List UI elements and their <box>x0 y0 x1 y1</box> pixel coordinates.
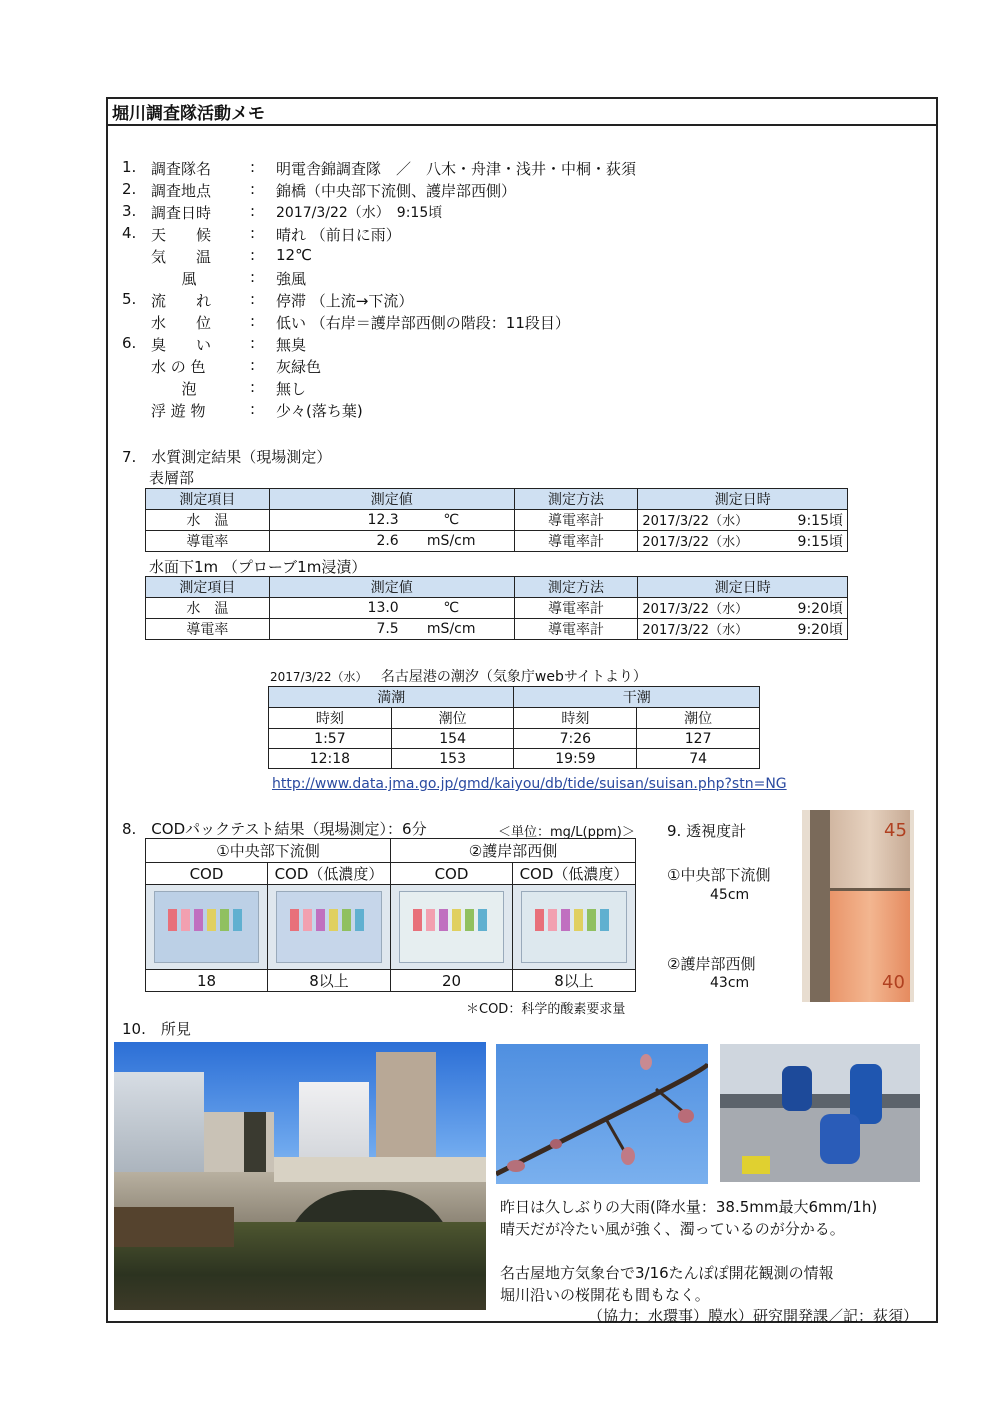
color-strip <box>548 909 557 931</box>
transparency-value2: 43cm <box>710 975 750 991</box>
color-strip <box>220 909 229 931</box>
cell-date: 2017/3/22（水） 9:20頃 <box>638 598 848 619</box>
branch-drawing <box>496 1044 708 1184</box>
color-strip <box>181 909 190 931</box>
cell-value: 7.5 mS/cm <box>269 619 514 640</box>
color-strip <box>426 909 435 931</box>
cell-method: 導電率計 <box>514 598 638 619</box>
item-label: 水 位 <box>151 314 212 332</box>
section7-heading: 7. 水質測定結果（現場測定） <box>122 448 332 466</box>
cell-method: 導電率計 <box>514 531 638 552</box>
bridge-photo <box>114 1042 486 1310</box>
tube-mark-40: 40 <box>882 972 905 993</box>
tide-source-link[interactable]: http://www.data.jma.go.jp/gmd/kaiyou/db/tide/suisan/suisan.php?stn=NG <box>272 776 787 792</box>
cod-footnote: ＊COD：科学的酸素要求量 <box>466 1002 626 1017</box>
finding-line-1: 昨日は久しぶりの大雨(降水量：38.5mm最大6mm/1h) <box>500 1198 878 1216</box>
tide-col-level: 潮位 <box>391 708 514 729</box>
cell-value: 12.3 ℃ <box>269 510 514 531</box>
item-value: 無し <box>276 380 307 398</box>
tide-col-level: 潮位 <box>637 708 760 729</box>
cod-value: 18 <box>146 970 268 992</box>
transparency-tube-photo <box>802 810 914 1002</box>
table-row: 12:18 153 19:59 74 <box>269 749 760 769</box>
cell-item: 導電率 <box>146 619 270 640</box>
table-row <box>146 531 848 552</box>
item-label: 浮 遊 物 <box>151 402 206 420</box>
item-label: 気 温 <box>151 248 212 266</box>
item-number: 3. <box>122 202 137 220</box>
header-method: 測定方法 <box>514 489 638 510</box>
tube-mark-45: 45 <box>884 820 907 841</box>
transparency-value1: 45cm <box>710 887 750 903</box>
color-strip <box>439 909 448 931</box>
item-label: 泡 <box>181 380 197 398</box>
item-separator: : <box>250 312 256 330</box>
surface-label: 表層部 <box>149 469 195 487</box>
color-strip <box>587 909 596 931</box>
color-strip <box>233 909 242 931</box>
header-value: 測定値 <box>269 489 514 510</box>
color-strip <box>413 909 422 931</box>
item-value: 2017/3/22（水） 9:15頃 <box>276 205 443 221</box>
section9-heading: 9. 透視度計 <box>667 822 747 840</box>
cell-method: 導電率計 <box>514 619 638 640</box>
packtest-photo <box>513 885 636 970</box>
table-row: 1:57 154 7:26 127 <box>269 729 760 749</box>
item-label: 調査地点 <box>151 182 212 200</box>
item-label: 臭 い <box>151 336 212 354</box>
item-value: 停滞 （上流→下流） <box>276 292 414 310</box>
item-number: 1. <box>122 158 137 176</box>
item-value: 錦橋（中央部下流側、護岸部西側） <box>276 182 517 200</box>
color-strip <box>561 909 570 931</box>
survey-team-photo <box>720 1044 920 1182</box>
item-value: 強風 <box>276 270 307 288</box>
item-label: 風 <box>181 270 197 288</box>
color-strip <box>207 909 216 931</box>
color-strip <box>290 909 299 931</box>
cod-value: 8以上 <box>513 970 636 992</box>
cell-method: 導電率計 <box>514 510 638 531</box>
item-value: 明電舎錦調査隊 ／ 八木・舟津・浅井・中桐・荻須 <box>276 160 637 178</box>
item-separator: : <box>250 356 256 374</box>
item-separator: : <box>250 290 256 308</box>
cod-site2-header: ②護岸部西側 <box>391 839 636 863</box>
transparency-site1: ①中央部下流側 <box>667 866 771 884</box>
item-number: 2. <box>122 180 137 198</box>
surface-table <box>145 488 848 552</box>
cod-low-col: COD（低濃度） <box>513 863 636 885</box>
page-title: 堀川調査隊活動メモ <box>112 104 265 124</box>
item-value: 低い （右岸＝護岸部西側の階段：11段目） <box>276 314 570 332</box>
item-separator: : <box>250 224 256 242</box>
cod-value: 8以上 <box>268 970 391 992</box>
packtest-photo <box>391 885 513 970</box>
header-date: 測定日時 <box>638 577 848 598</box>
color-strip <box>329 909 338 931</box>
table-row <box>146 619 848 640</box>
color-strip <box>194 909 203 931</box>
section10-heading: 10. 所見 <box>122 1020 191 1038</box>
header-value: 測定値 <box>269 577 514 598</box>
item-separator: : <box>250 158 256 176</box>
tide-col-time: 時刻 <box>269 708 392 729</box>
cell-date: 2017/3/22（水） 9:15頃 <box>638 531 848 552</box>
cell-item: 水 温 <box>146 510 270 531</box>
table-row <box>146 598 848 619</box>
cell-value: 2.6 mS/cm <box>269 531 514 552</box>
cell-value: 13.0 ℃ <box>269 598 514 619</box>
item-number: 5. <box>122 290 137 308</box>
header-item: 測定項目 <box>146 489 270 510</box>
color-strip <box>342 909 351 931</box>
header-method: 測定方法 <box>514 577 638 598</box>
item-label: 流 れ <box>151 292 212 310</box>
color-strip <box>355 909 364 931</box>
item-value: 12℃ <box>276 246 312 264</box>
tide-col-time: 時刻 <box>514 708 637 729</box>
cell-item: 水 温 <box>146 598 270 619</box>
item-value: 晴れ （前日に雨） <box>276 226 401 244</box>
item-label: 調査日時 <box>151 204 212 222</box>
item-separator: : <box>250 180 256 198</box>
header-date: 測定日時 <box>638 489 848 510</box>
tide-low-header: 干潮 <box>514 687 760 708</box>
tide-table <box>268 686 760 769</box>
item-value: 灰緑色 <box>276 358 322 376</box>
color-strip <box>316 909 325 931</box>
color-strip <box>452 909 461 931</box>
item-separator: : <box>250 246 256 264</box>
transparency-site2: ②護岸部西側 <box>667 955 756 973</box>
color-strip <box>574 909 583 931</box>
color-strip <box>478 909 487 931</box>
title-bar <box>106 97 938 126</box>
cherry-blossom-photo <box>496 1044 708 1184</box>
cell-date: 2017/3/22（水） 9:20頃 <box>638 619 848 640</box>
tide-caption: 2017/3/22（水） 名古屋港の潮汐（気象庁webサイトより） <box>270 669 647 685</box>
item-separator: : <box>250 334 256 352</box>
item-separator: : <box>250 268 256 286</box>
unit-note: ＜単位：mg/L(ppm)＞ <box>498 825 635 840</box>
deep-table <box>145 576 848 640</box>
color-strip <box>168 909 177 931</box>
item-number: 6. <box>122 334 137 352</box>
cod-col: COD <box>146 863 268 885</box>
packtest-photo <box>268 885 391 970</box>
item-number: 4. <box>122 224 137 242</box>
item-label: 調査隊名 <box>151 160 212 178</box>
item-label: 水 の 色 <box>151 358 206 376</box>
tide-high-header: 満潮 <box>269 687 514 708</box>
cod-value: 20 <box>391 970 513 992</box>
item-value: 少々(落ち葉) <box>276 402 363 420</box>
table-row <box>146 510 848 531</box>
color-strip <box>600 909 609 931</box>
item-separator: : <box>250 400 256 418</box>
credit-line: （協力：水環事）膜水）研究開発課／記：荻須） <box>588 1307 919 1325</box>
finding-line-4: 堀川沿いの桜開花も間もなく。 <box>500 1286 710 1304</box>
packtest-photo <box>146 885 268 970</box>
item-value: 無臭 <box>276 336 307 354</box>
deep-label: 水面下1m （プローブ1m浸漬） <box>149 558 367 576</box>
cod-site1-header: ①中央部下流側 <box>146 839 391 863</box>
header-item: 測定項目 <box>146 577 270 598</box>
finding-line-2: 晴天だが冷たい風が強く、濁っているのが分かる。 <box>500 1220 845 1238</box>
cod-table <box>145 838 636 992</box>
cod-low-col: COD（低濃度） <box>268 863 391 885</box>
cell-item: 導電率 <box>146 531 270 552</box>
cod-col: COD <box>391 863 513 885</box>
section8-heading: 8. CODパックテスト結果（現場測定）：6分 <box>122 820 427 838</box>
color-strip <box>303 909 312 931</box>
color-strip <box>535 909 544 931</box>
item-separator: : <box>250 378 256 396</box>
item-separator: : <box>250 202 256 220</box>
cell-date: 2017/3/22（水） 9:15頃 <box>638 510 848 531</box>
color-strip <box>465 909 474 931</box>
finding-line-3: 名古屋地方気象台で3/16たんぽぽ開花観測の情報 <box>500 1264 834 1282</box>
item-label: 天 候 <box>151 226 212 244</box>
